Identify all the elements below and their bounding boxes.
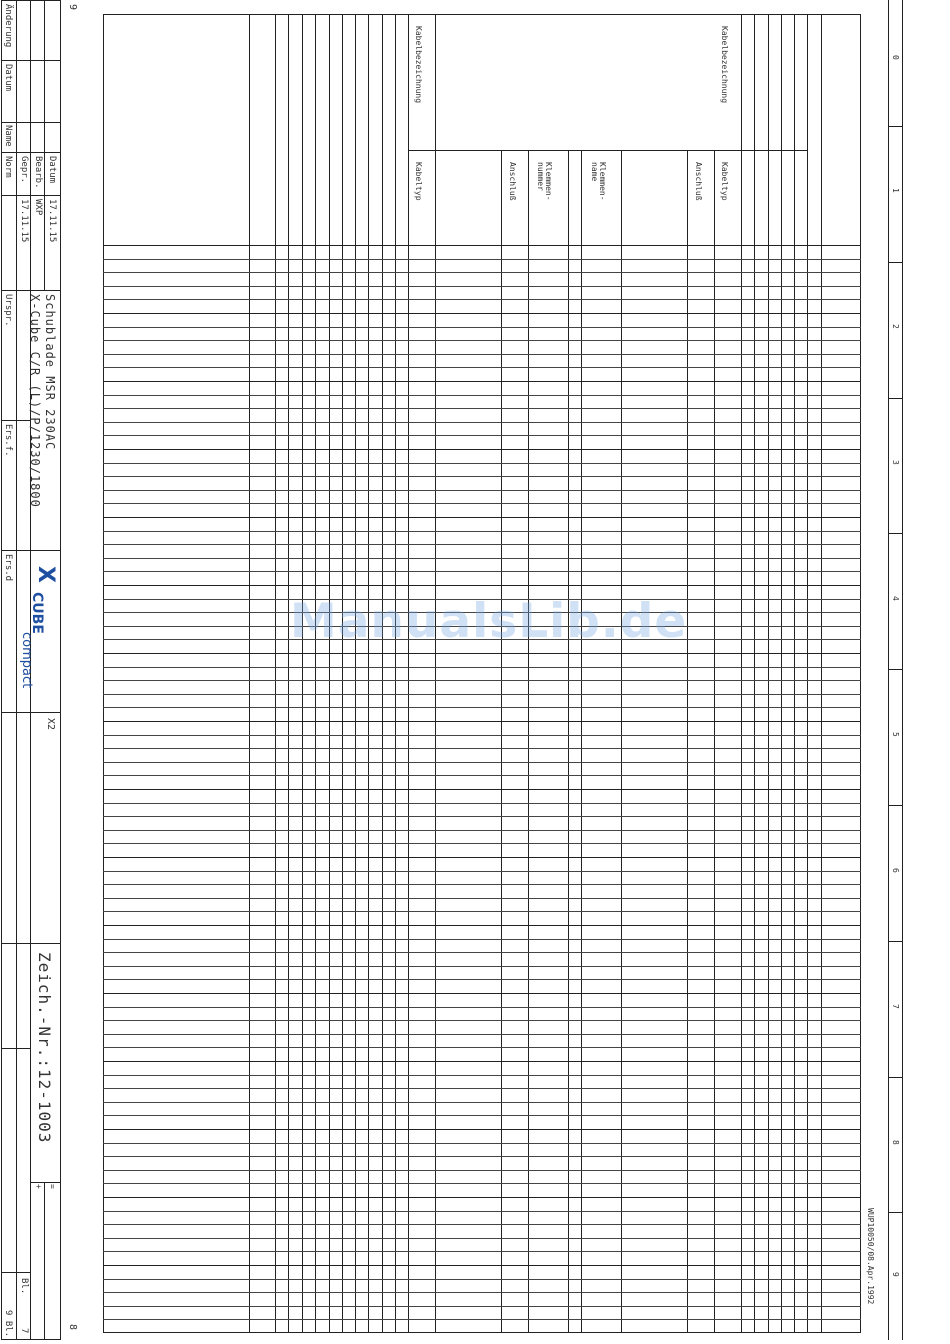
row-line (103, 667, 861, 668)
col-kabeltyp-right: Kabeltyp (720, 162, 729, 201)
row-line (103, 952, 861, 953)
row-line (103, 422, 861, 423)
column-divider (794, 14, 795, 1333)
logo-x-mark: X (33, 566, 58, 583)
ruler-9: 9 (891, 1272, 900, 1277)
datum-value: 17.11.15 (47, 199, 57, 243)
ruler-5: 5 (891, 732, 900, 737)
col-kabelbezeichnung-right: Kabelbezeichnung (720, 26, 729, 104)
column-divider (408, 14, 409, 1333)
ersatz-fuer-label: Ers.f. (3, 424, 13, 457)
row-line (103, 721, 861, 722)
row-line (103, 748, 861, 749)
row-line (103, 1075, 861, 1076)
row-line (103, 884, 861, 885)
ruler-tick (888, 533, 902, 534)
row-line (103, 476, 861, 477)
row-line (103, 830, 861, 831)
row-line (103, 1279, 861, 1280)
column-divider (382, 14, 383, 1333)
page-mark-top: 9 (67, 4, 78, 11)
row-line (103, 517, 861, 518)
logo-compact-text: compact (19, 632, 34, 689)
row-line (103, 259, 861, 260)
row-line (103, 354, 861, 355)
row-line (103, 490, 861, 491)
column-divider (395, 14, 396, 1333)
row-line (103, 857, 861, 858)
bearb-value: WXP (33, 199, 43, 216)
sheet-label: Bl. (19, 1278, 29, 1295)
ruler-tick (888, 1077, 902, 1078)
ruler-6: 6 (891, 868, 900, 873)
drawing-title-2: X-Cube C/R (L)/P/1230/1800 (28, 294, 42, 508)
ruler-8: 8 (891, 1140, 900, 1145)
row-line (103, 1265, 861, 1266)
row-line (103, 571, 861, 572)
ruler-tick (888, 126, 902, 127)
gepr-label: Gepr. (19, 156, 29, 184)
ruler-tick (888, 1212, 902, 1213)
logo-cube-text: CUBE (29, 592, 45, 634)
row-line (103, 1197, 861, 1198)
row-line (103, 449, 861, 450)
ruler-7: 7 (891, 1004, 900, 1009)
watermark: ManualsLib.de (290, 594, 688, 649)
column-divider (807, 14, 808, 1333)
ursprung-label: Urspr. (3, 294, 13, 327)
row-line (103, 789, 861, 790)
plus-mark: + (34, 1184, 43, 1189)
ersetzt-durch-label: Ers.d (3, 554, 13, 582)
drawing-number: Zeich.-Nr.:12-1003 (35, 952, 54, 1144)
row-line (103, 1007, 861, 1008)
col-klemmennummer: Klemmen- nummer (536, 162, 553, 201)
row-line (103, 843, 861, 844)
row-line (103, 1102, 861, 1103)
column-divider (368, 14, 369, 1333)
row-line (103, 531, 861, 532)
column-divider (249, 14, 250, 1333)
datum-sig-label: Datum (47, 156, 57, 184)
column-divider (329, 14, 330, 1333)
form-code: WUP10050/08.Apr.1992 (866, 1208, 875, 1305)
row-line (103, 272, 861, 273)
row-line (103, 327, 861, 328)
row-line (103, 1211, 861, 1212)
row-line (103, 1319, 861, 1320)
ruler-tick (888, 669, 902, 670)
row-line (103, 1183, 861, 1184)
column-divider (821, 14, 822, 1333)
column-divider (315, 14, 316, 1333)
row-line (103, 1143, 861, 1144)
drawing-title-1: Schublade MSR 230AC (43, 294, 57, 451)
row-line (103, 775, 861, 776)
row-line (103, 1129, 861, 1130)
row-line (103, 1156, 861, 1157)
row-line (103, 340, 861, 341)
row-line (103, 1251, 861, 1252)
row-line (103, 735, 861, 736)
page-mark-bottom: 8 (67, 1324, 78, 1331)
col-anschluss-left: Anschluß (508, 162, 517, 201)
column-divider (781, 14, 782, 1333)
row-line (103, 585, 861, 586)
row-line (103, 435, 861, 436)
row-line (103, 286, 861, 287)
row-line (103, 1292, 861, 1293)
row-line (103, 993, 861, 994)
row-line (103, 1170, 861, 1171)
row-line (103, 1115, 861, 1116)
col-klemmenname: Klemmen- name (590, 162, 607, 201)
eq-mark: = (48, 1184, 57, 1189)
row-line (103, 503, 861, 504)
ruler-tick (888, 805, 902, 806)
row-line (103, 1034, 861, 1035)
x2-label: X2 (45, 718, 56, 731)
row-line (103, 816, 861, 817)
row-line (103, 558, 861, 559)
col-kabelbezeichnung-left: Kabelbezeichnung (414, 26, 423, 104)
row-line (103, 299, 861, 300)
row-line (103, 803, 861, 804)
sheet-number: 7 (19, 1328, 29, 1334)
datum-label: Datum (3, 64, 13, 92)
column-divider (288, 14, 289, 1333)
row-line (103, 653, 861, 654)
row-line (103, 1020, 861, 1021)
col-kabeltyp-left: Kabeltyp (414, 162, 423, 201)
row-line (103, 966, 861, 967)
ruler-2: 2 (891, 324, 900, 329)
ruler-tick (888, 941, 902, 942)
row-line (103, 1088, 861, 1089)
row-line (103, 1224, 861, 1225)
row-line (103, 544, 861, 545)
row-line (103, 898, 861, 899)
column-divider (342, 14, 343, 1333)
row-line (103, 979, 861, 980)
bearb-label: Bearb. (33, 156, 43, 189)
row-line (103, 1061, 861, 1062)
row-line (103, 395, 861, 396)
gepr-value: 17.11.15 (19, 199, 29, 243)
row-line (103, 313, 861, 314)
sheet-total: 9 Bl. (3, 1310, 13, 1338)
row-line (103, 911, 861, 912)
aenderung-label: Änderung (3, 4, 13, 48)
ruler-0: 0 (891, 55, 900, 60)
column-divider (768, 14, 769, 1333)
row-line (103, 680, 861, 681)
name-label: Name (3, 125, 13, 147)
row-line (103, 1047, 861, 1048)
column-divider (435, 14, 436, 1333)
row-line (103, 1238, 861, 1239)
row-line (103, 871, 861, 872)
row-line (103, 939, 861, 940)
column-divider (275, 14, 276, 1333)
row-line (103, 367, 861, 368)
row-line (103, 381, 861, 382)
column-divider (754, 14, 755, 1333)
row-line (103, 408, 861, 409)
row-line (103, 1306, 861, 1307)
row-line (103, 925, 861, 926)
ruler-tick (888, 262, 902, 263)
col-anschluss-right: Anschluß (694, 162, 703, 201)
ruler-tick (888, 398, 902, 399)
column-divider (741, 14, 742, 1333)
ruler-3: 3 (891, 460, 900, 465)
row-line (103, 463, 861, 464)
ruler-4: 4 (891, 596, 900, 601)
ruler-1: 1 (891, 188, 900, 193)
norm-label: Norm (3, 156, 13, 178)
row-line (103, 707, 861, 708)
row-line (103, 694, 861, 695)
row-line (103, 762, 861, 763)
column-divider (302, 14, 303, 1333)
column-divider (355, 14, 356, 1333)
